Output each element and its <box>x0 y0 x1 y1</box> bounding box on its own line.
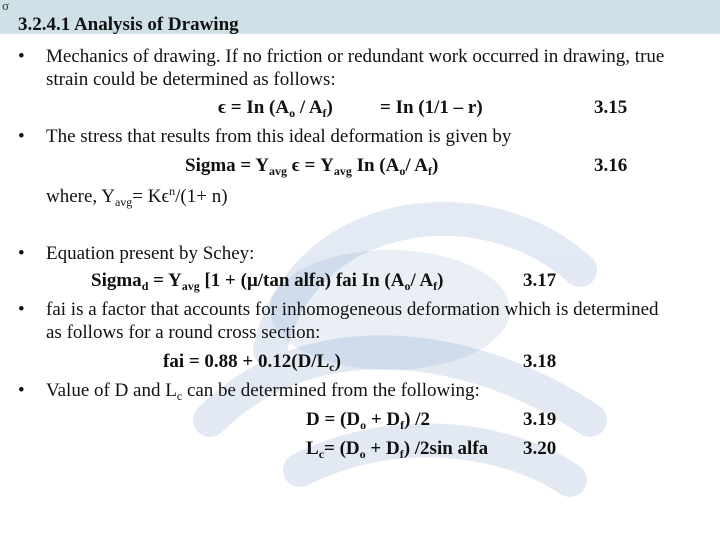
equation-3-15: ϵ = In $(A_o / A_f)$ <box>218 97 333 120</box>
equation-number-3-16: 3.16 <box>594 155 628 176</box>
equation-3-15-rhs: = In (1/1 – r) <box>380 97 483 118</box>
equation-number-3-19: 3.19 <box>523 409 557 430</box>
equation-3-18: fai = $0.88 + 0.12(D/L_c)$ <box>163 351 341 374</box>
bullet-5-line-1: Value of D and $L_c$ can be determined from the following: <box>46 380 480 403</box>
bullet-3-line-1: Equation present by Schey: <box>46 243 255 264</box>
equation-number-3-15: 3.15 <box>594 97 628 118</box>
sigma-corner-icon: σ <box>2 0 10 13</box>
bullet-dot: • <box>18 243 25 264</box>
bullet-dot: • <box>18 126 25 147</box>
page-title: 3.2.4.1 Analysis of Drawing <box>18 14 239 35</box>
equation-3-19: $D = (D_o + D_f)$ /2 <box>306 409 431 432</box>
equation-number-3-18: 3.18 <box>523 351 557 372</box>
bullet-2-line-1: The stress that results from this ideal deformation is given by <box>46 126 512 147</box>
bullet-4-line-1: fai is a factor that accounts for inhomogeneous deformation which is determined <box>46 299 659 320</box>
equation-number-3-17: 3.17 <box>523 270 557 291</box>
bullet-dot: • <box>18 46 25 67</box>
where-definition: where, $Y_{avg}= K\epsilon^n/(1+ n)$ <box>46 184 228 209</box>
equation-3-20: $L_c= (D_o + D_f)$ /2sin alfa <box>306 438 489 461</box>
bullet-4-line-2: as follows for a round cross section: <box>46 322 321 343</box>
bullet-dot: • <box>18 380 25 401</box>
bullet-dot: • <box>18 299 25 320</box>
equation-3-17: Sigma$_d$ = $Y_{avg}$ [1 + (μ/tan alfa) fai In ($A_o/$ $A_f$) <box>91 270 444 293</box>
bullet-1-line-2: strain could be determined as follows: <box>46 69 336 90</box>
bullet-1-line-1: Mechanics of drawing. If no friction or redundant work occurred in drawing, true <box>46 46 665 67</box>
equation-3-16: Sigma = $Y_{avg}$ $\epsilon = Y_{avg}$ In ($A_o/$ $A_f$) <box>185 155 439 178</box>
equation-number-3-20: 3.20 <box>523 438 557 459</box>
